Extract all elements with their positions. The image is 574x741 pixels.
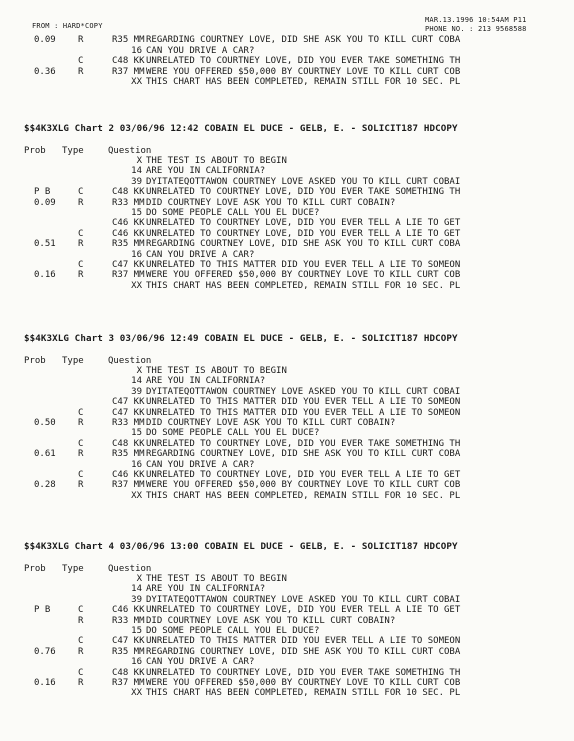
question-code-cell: R33 MM	[112, 197, 145, 208]
chart-title: $$4K3XLG Chart 4 03/06/96 13:00 COBAIN EL DUCE - GELB, E. - SOLICIT187 HDCOPY	[24, 541, 458, 552]
type-cell: C	[78, 228, 84, 239]
fax-from: FROM : HARD*COPY	[32, 22, 103, 30]
question-code-cell: X	[136, 156, 142, 166]
type-cell: C	[78, 187, 84, 198]
question-text-cell: THE TEST IS ABOUT TO BEGIN	[146, 156, 287, 166]
question-text-cell: UNRELATED TO COURTNEY LOVE, DID YOU EVER TELL A LIE TO GET	[146, 470, 461, 480]
question-text-cell: CAN YOU DRIVE A CAR?	[146, 657, 255, 668]
question-text-cell: WERE YOU OFFERED $50,000 BY COURTNEY LOVE TO KILL CURT COB	[146, 66, 461, 77]
fax-header	[8, 16, 566, 32]
prob-cell: 0.09	[34, 197, 56, 208]
question-text-cell: DID COURTNEY LOVE ASK YOU TO KILL CURT COBAIN?	[146, 615, 396, 626]
question-code-cell: C48 KK	[112, 667, 145, 678]
question-text-cell: UNRELATED TO THIS MATTER DID YOU EVER TELL A LIE TO SOMEON	[146, 397, 461, 408]
type-cell: R	[78, 66, 84, 77]
question-text-cell: WERE YOU OFFERED $50,000 BY COURTNEY LOVE TO KILL CURT COB	[146, 480, 461, 491]
question-text-cell: REGARDING COURTNEY LOVE, DID SHE ASK YOU TO KILL CURT COBA	[146, 239, 461, 250]
column-header-prob: Prob	[24, 356, 46, 366]
question-code-cell: C46 KK	[112, 470, 145, 480]
question-code-cell: C48 KK	[112, 56, 145, 66]
prob-cell: 0.50	[34, 418, 56, 428]
question-text-cell: ARE YOU IN CALIFORNIA?	[146, 584, 266, 595]
type-cell: R	[78, 197, 84, 208]
prob-cell: 0.61	[34, 449, 56, 460]
question-text-cell: UNRELATED TO COURTNEY LOVE, DID YOU EVER TELL A LIE TO GET	[146, 605, 461, 616]
type-cell: R	[78, 418, 84, 428]
prob-cell: 0.51	[34, 239, 56, 250]
prob-cell: 0.16	[34, 270, 56, 281]
type-cell: C	[78, 56, 84, 66]
type-cell: R	[78, 449, 84, 460]
prob-cell: P B	[34, 187, 51, 198]
type-cell: C	[78, 470, 84, 480]
question-code-cell: C47 KK	[112, 636, 145, 647]
question-text-cell: UNRELATED TO COURTNEY LOVE, DID YOU EVER TELL A LIE TO GET	[146, 218, 461, 229]
fax-date-time: MAR.13.1996 10:54AM P11	[425, 16, 527, 24]
column-header-question: Question	[108, 564, 152, 574]
question-text-cell: CAN YOU DRIVE A CAR?	[146, 45, 255, 56]
question-text-cell: DO SOME PEOPLE CALL YOU EL DUCE?	[146, 428, 320, 439]
question-code-cell: R33 MM	[112, 418, 145, 428]
question-text-cell: UNRELATED TO THIS MATTER DID YOU EVER TELL A LIE TO SOMEON	[146, 636, 461, 647]
column-header-prob: Prob	[24, 564, 46, 574]
question-code-cell: X	[136, 366, 142, 376]
type-cell: R	[78, 239, 84, 250]
column-header-question: Question	[108, 356, 152, 366]
question-code-cell: R35 MM	[112, 35, 145, 45]
column-header-type: Type	[62, 356, 84, 366]
question-code-cell: 16	[131, 459, 142, 470]
question-code-cell: R37 MM	[112, 678, 145, 688]
question-text-cell: WERE YOU OFFERED $50,000 BY COURTNEY LOVE TO KILL CURT COB	[146, 678, 461, 688]
type-cell: R	[78, 615, 84, 626]
question-code-cell: R37 MM	[112, 480, 145, 491]
question-text-cell: REGARDING COURTNEY LOVE, DID SHE ASK YOU TO KILL CURT COBA	[146, 35, 461, 45]
question-code-cell: 15	[131, 208, 142, 218]
question-code-cell: C46 KK	[112, 605, 145, 616]
question-code-cell: 39	[131, 594, 142, 605]
question-code-cell: C46 KK	[112, 218, 145, 229]
question-text-cell: DYITATEQOTTAWON COURTNEY LOVE ASKED YOU TO KILL CURT COBAI	[146, 594, 461, 605]
question-code-cell: 15	[131, 626, 142, 636]
question-code-cell: 16	[131, 45, 142, 56]
question-code-cell: 16	[131, 657, 142, 668]
question-code-cell: C48 KK	[112, 187, 145, 198]
question-text-cell: DYITATEQOTTAWON COURTNEY LOVE ASKED YOU TO KILL CURT COBAI	[146, 386, 461, 397]
prob-cell: 0.09	[34, 35, 56, 45]
type-cell: R	[78, 480, 84, 491]
prob-cell: P B	[34, 605, 51, 616]
question-text-cell: UNRELATED TO COURTNEY LOVE, DID YOU EVER TAKE SOMETHING TH	[146, 187, 461, 198]
question-text-cell: ARE YOU IN CALIFORNIA?	[146, 376, 266, 387]
type-cell: R	[78, 35, 84, 45]
question-text-cell: DO SOME PEOPLE CALL YOU EL DUCE?	[146, 626, 320, 636]
chart-title: $$4K3XLG Chart 3 03/06/96 12:49 COBAIN EL DUCE - GELB, E. - SOLICIT187 HDCOPY	[24, 333, 458, 344]
question-code-cell: XX	[131, 490, 142, 501]
question-text-cell: THE TEST IS ABOUT TO BEGIN	[146, 366, 287, 376]
question-code-cell: C47 KK	[112, 407, 145, 418]
prob-cell: 0.28	[34, 480, 56, 491]
question-code-cell: XX	[131, 280, 142, 291]
question-text-cell: UNRELATED TO COURTNEY LOVE, DID YOU EVER TELL A LIE TO GET	[146, 228, 461, 239]
fax-phone: PHONE NO. : 213 9568588	[425, 25, 527, 33]
question-code-cell: 15	[131, 428, 142, 439]
question-code-cell: C48 KK	[112, 438, 145, 449]
question-text-cell: DID COURTNEY LOVE ASK YOU TO KILL CURT COBAIN?	[146, 197, 396, 208]
type-cell: R	[78, 646, 84, 657]
type-cell: C	[78, 636, 84, 647]
question-text-cell: THIS CHART HAS BEEN COMPLETED, REMAIN STILL FOR 10 SEC. PL	[146, 280, 461, 291]
question-text-cell: THE TEST IS ABOUT TO BEGIN	[146, 574, 287, 584]
question-text-cell: CAN YOU DRIVE A CAR?	[146, 459, 255, 470]
type-cell: C	[78, 260, 84, 270]
question-text-cell: DYITATEQOTTAWON COURTNEY LOVE ASKED YOU TO KILL CURT COBAI	[146, 176, 461, 187]
type-cell: C	[78, 407, 84, 418]
question-code-cell: 39	[131, 176, 142, 187]
question-code-cell: 16	[131, 249, 142, 260]
question-code-cell: R35 MM	[112, 449, 145, 460]
question-text-cell: REGARDING COURTNEY LOVE, DID SHE ASK YOU TO KILL CURT COBA	[146, 646, 461, 657]
question-text-cell: DO SOME PEOPLE CALL YOU EL DUCE?	[146, 208, 320, 218]
question-text-cell: UNRELATED TO COURTNEY LOVE, DID YOU EVER TAKE SOMETHING TH	[146, 667, 461, 678]
question-text-cell: CAN YOU DRIVE A CAR?	[146, 249, 255, 260]
type-cell: C	[78, 605, 84, 616]
question-code-cell: R37 MM	[112, 270, 145, 281]
question-text-cell: THIS CHART HAS BEEN COMPLETED, REMAIN STILL FOR 10 SEC. PL	[146, 77, 461, 87]
question-code-cell: R35 MM	[112, 239, 145, 250]
question-code-cell: 39	[131, 386, 142, 397]
question-text-cell: THIS CHART HAS BEEN COMPLETED, REMAIN STILL FOR 10 SEC. PL	[146, 490, 461, 501]
question-text-cell: UNRELATED TO THIS MATTER DID YOU EVER TELL A LIE TO SOMEON	[146, 407, 461, 418]
column-header-type: Type	[62, 564, 84, 574]
question-code-cell: C46 KK	[112, 228, 145, 239]
column-header-prob: Prob	[24, 146, 46, 156]
question-code-cell: X	[136, 574, 142, 584]
prob-cell: 0.76	[34, 646, 56, 657]
question-text-cell: REGARDING COURTNEY LOVE, DID SHE ASK YOU TO KILL CURT COBA	[146, 449, 461, 460]
question-text-cell: UNRELATED TO COURTNEY LOVE, DID YOU EVER TAKE SOMETHING TH	[146, 438, 461, 449]
question-text-cell: THIS CHART HAS BEEN COMPLETED, REMAIN STILL FOR 10 SEC. PL	[146, 688, 461, 699]
question-code-cell: R33 MM	[112, 615, 145, 626]
type-cell: R	[78, 270, 84, 281]
question-code-cell: C47 KK	[112, 260, 145, 270]
column-header-question: Question	[108, 146, 152, 156]
type-cell: C	[78, 438, 84, 449]
question-text-cell: ARE YOU IN CALIFORNIA?	[146, 166, 266, 177]
question-code-cell: R37 MM	[112, 66, 145, 77]
question-text-cell: UNRELATED TO COURTNEY LOVE, DID YOU EVER TAKE SOMETHING TH	[146, 56, 461, 66]
question-text-cell: WERE YOU OFFERED $50,000 BY COURTNEY LOVE TO KILL CURT COB	[146, 270, 461, 281]
question-code-cell: XX	[131, 77, 142, 87]
type-cell: R	[78, 678, 84, 688]
prob-cell: 0.16	[34, 678, 56, 688]
question-code-cell: R35 MM	[112, 646, 145, 657]
question-code-cell: 14	[131, 166, 142, 177]
question-code-cell: 14	[131, 376, 142, 387]
question-code-cell: C47 KK	[112, 397, 145, 408]
question-code-cell: XX	[131, 688, 142, 699]
prob-cell: 0.36	[34, 66, 56, 77]
question-code-cell: 14	[131, 584, 142, 595]
column-header-type: Type	[62, 146, 84, 156]
question-text-cell: UNRELATED TO THIS MATTER DID YOU EVER TELL A LIE TO SOMEON	[146, 260, 461, 270]
question-text-cell: DID COURTNEY LOVE ASK YOU TO KILL CURT COBAIN?	[146, 418, 396, 428]
chart-title: $$4K3XLG Chart 2 03/06/96 12:42 COBAIN EL DUCE - GELB, E. - SOLICIT187 HDCOPY	[24, 123, 458, 134]
type-cell: C	[78, 667, 84, 678]
